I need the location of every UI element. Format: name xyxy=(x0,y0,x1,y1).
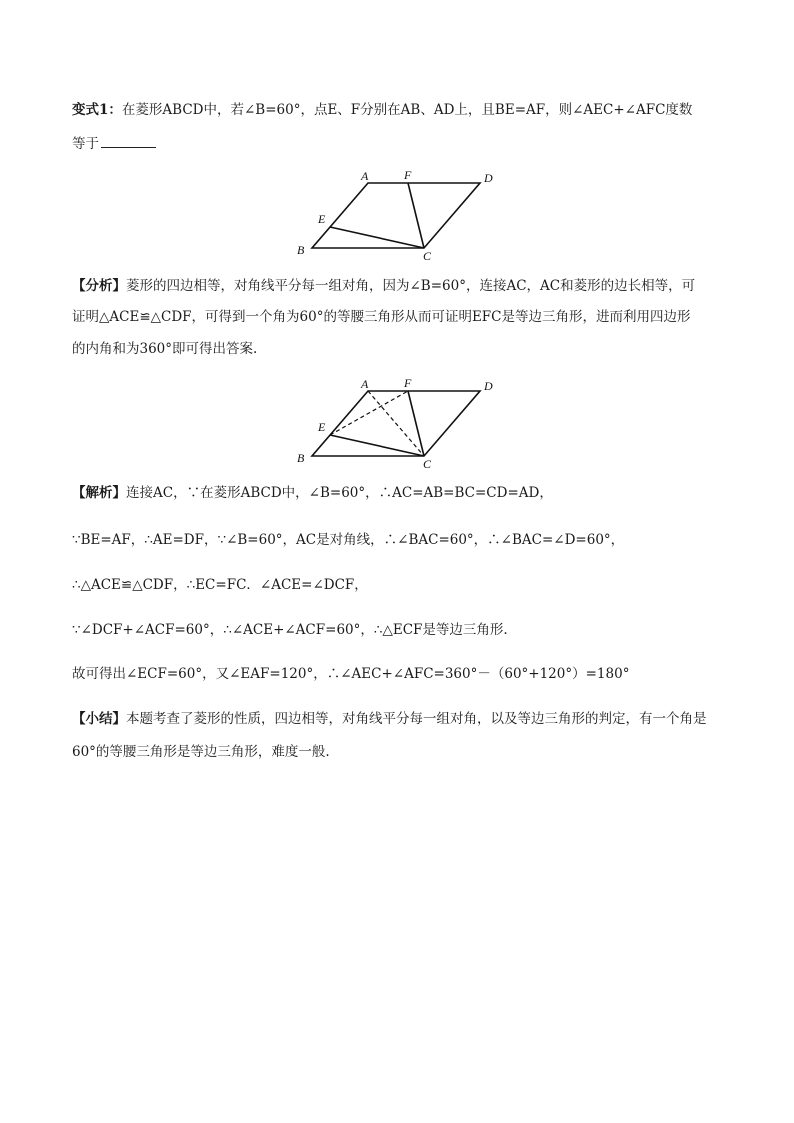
solution-tag: 【解析】 xyxy=(72,485,126,501)
problem-line-1 xyxy=(72,100,692,120)
analysis-tag: 【分析】 xyxy=(72,278,126,294)
analysis-text-3: 的内角和为360°即可得出答案. xyxy=(72,341,258,357)
label-a: A xyxy=(361,169,369,183)
problem-text-2: 等于 xyxy=(72,136,99,152)
problem-text-1: 在菱形ABCD中，若∠B=60°，点E、F分别在AB、AD上，且BE=AF，则∠AEC+∠AFC度数 xyxy=(121,102,693,118)
segment-ec-2 xyxy=(330,435,424,456)
label-d: D xyxy=(484,171,493,185)
summary-text-2: 60°的等腰三角形是等边三角形，难度一般. xyxy=(72,744,330,760)
label-c-2: C xyxy=(423,457,432,468)
problem-tag: 变式1： xyxy=(72,102,122,118)
solution-text-5: 故可得出∠ECF=60°，又∠EAF=120°，∴∠AEC+∠AFC=360°－（60°+120°）=180° xyxy=(72,666,630,682)
analysis-line-1 xyxy=(72,276,695,296)
label-b-2: B xyxy=(297,451,305,465)
figure-1-rhombus xyxy=(290,165,510,260)
solution-text-2: ∵BE=AF，∴AE=DF，∵∠B=60°，AC是对角线，∴∠BAC=60°，∴∠BAC=∠D=60°， xyxy=(72,532,625,548)
solution-line-2 xyxy=(72,530,624,550)
label-f-2: F xyxy=(404,376,412,390)
solution-text-1: 连接AC，∵在菱形ABCD中，∠B=60°，∴AC=AB=BC=CD=AD， xyxy=(126,485,553,501)
segment-ec xyxy=(330,227,424,248)
solution-line-3 xyxy=(72,575,368,595)
label-c: C xyxy=(423,249,432,260)
summary-tag: 【小结】 xyxy=(72,711,126,727)
summary-text-1: 本题考查了菱形的性质，四边相等，对角线平分每一组对角，以及等边三角形的判定，有一个角是 xyxy=(126,711,707,727)
label-b: B xyxy=(297,243,305,257)
label-e-2: E xyxy=(318,420,326,434)
solution-line-4 xyxy=(72,620,508,640)
solution-line-5 xyxy=(72,664,629,684)
analysis-text-1: 菱形的四边相等，对角线平分每一组对角，因为∠B=60°，连接AC，AC和菱形的边长相等，可 xyxy=(126,278,696,294)
segment-fc xyxy=(408,183,424,248)
rhombus-abcd xyxy=(312,183,480,248)
figure-2-rhombus xyxy=(290,373,510,468)
solution-line-1 xyxy=(72,483,553,503)
analysis-text-2: 证明△ACE≌△CDF，可得到一个角为60°的等腰三角形从而可证明EFC是等边三角形，进而利用四边形 xyxy=(72,309,691,325)
problem-line-2 xyxy=(72,133,156,154)
answer-blank xyxy=(101,133,156,148)
solution-text-4: ∵∠DCF+∠ACF=60°，∴∠ACE+∠ACF=60°，∴△ECF是等边三角形. xyxy=(72,622,508,638)
label-f: F xyxy=(404,168,412,182)
label-a-2: A xyxy=(361,377,369,391)
label-e: E xyxy=(318,212,326,226)
solution-text-3: ∴△ACE≌△CDF，∴EC=FC．∠ACE=∠DCF， xyxy=(72,577,368,593)
analysis-line-3 xyxy=(72,339,257,359)
summary-line-1 xyxy=(72,709,707,729)
dashed-ef xyxy=(330,391,408,435)
label-d-2: D xyxy=(484,379,493,393)
analysis-line-2 xyxy=(72,307,691,327)
summary-line-2 xyxy=(72,742,330,762)
